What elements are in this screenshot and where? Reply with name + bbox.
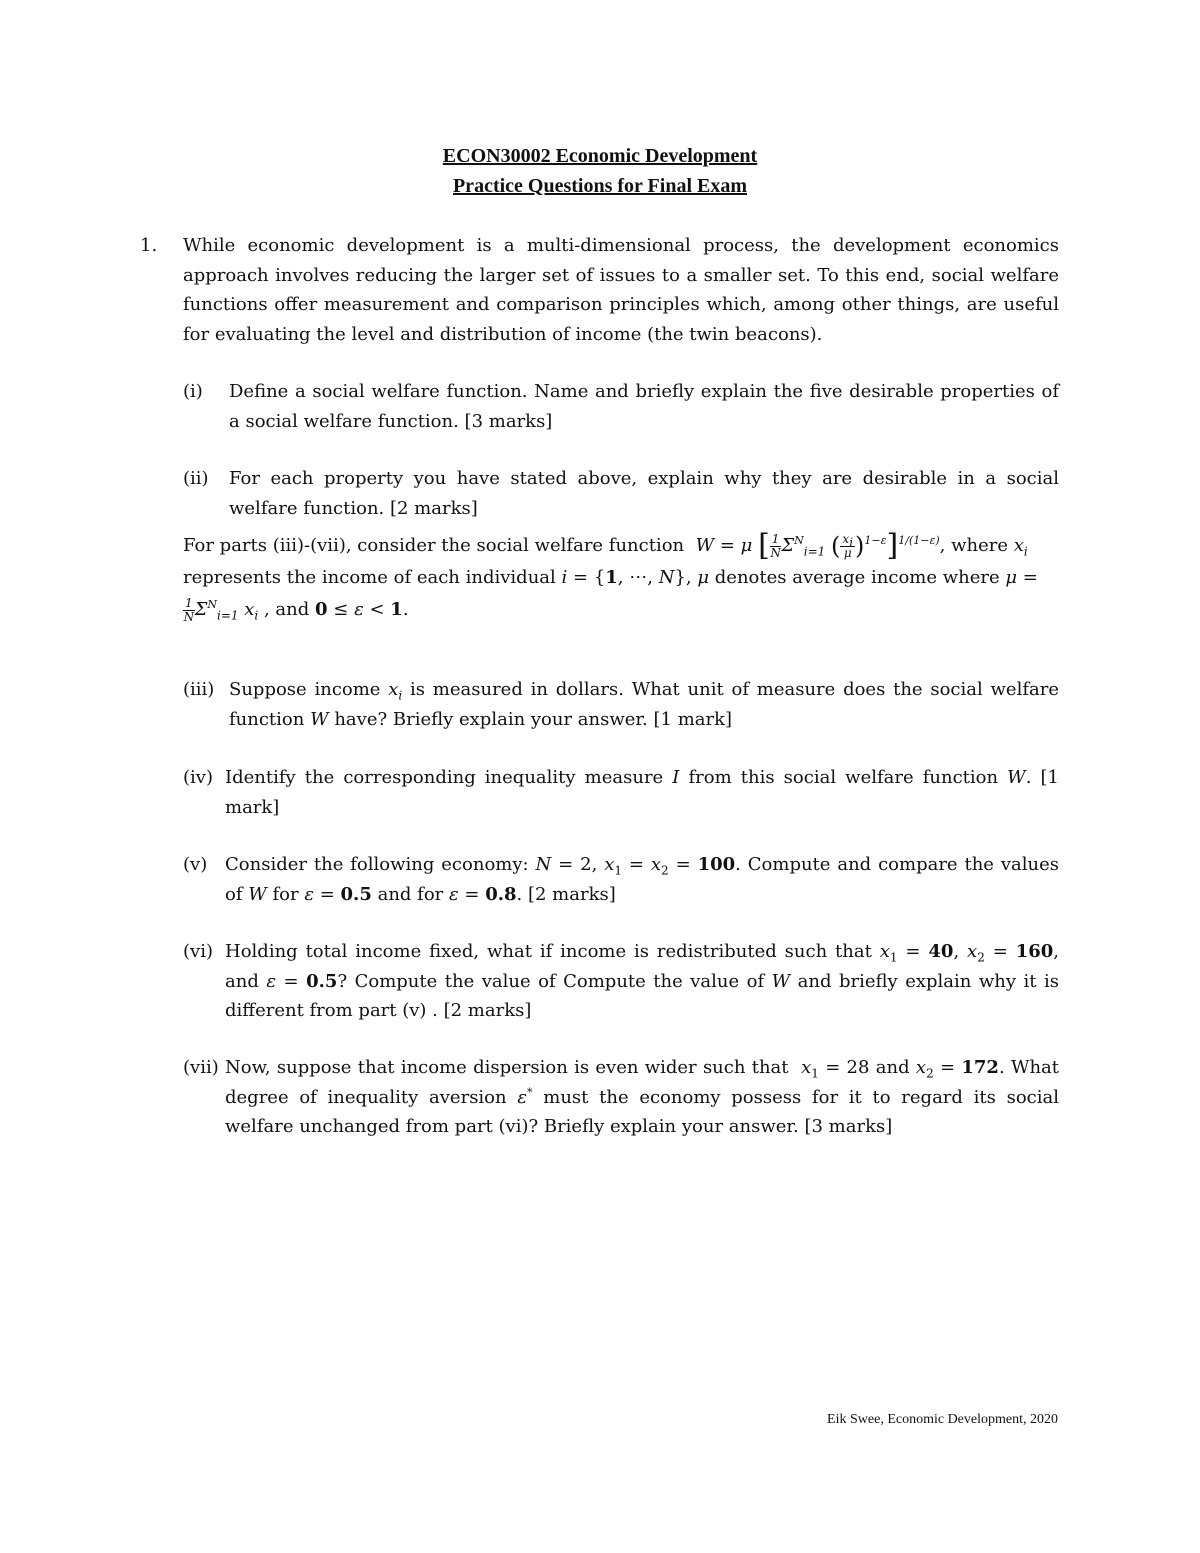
part-vi-text-a: Holding total income fixed, what if income is redistributed such that — [225, 941, 872, 962]
part-vi-label: (vi) — [183, 941, 213, 962]
part-vii-label: (vii) — [183, 1057, 219, 1078]
context-line2: represents the income of each individual — [183, 567, 556, 588]
part-iv-label: (iv) — [183, 767, 213, 788]
question-intro: While economic development is a multi-dimensional process, the development economics approach involves reducing the larger set of issues to a smaller set. To this end, social welfare functions offer measurement and comparison principles which, among other things, are useful for evaluating the level and distribution of income (the twin beacons). — [183, 235, 1059, 345]
part-v-label: (v) — [183, 854, 208, 875]
part-iv-text-b: from this social welfare function — [688, 767, 999, 788]
part-v: (v) Consider the following economy: N = 2, $x_1 = x_2 = 100$. Compute and compare the values of W for ε = 0.5 and for ε = 0.8. [2 marks] — [183, 850, 1059, 909]
part-iii-text-c: have? Briefly explain your answer. [1 mark] — [334, 708, 733, 730]
context-pre: For parts (iii)-(vii), consider the social welfare function — [183, 535, 685, 556]
part-vii-text-b: and — [875, 1057, 910, 1078]
part-iv: (iv) Identify the corresponding inequality measure I from this social welfare function W. [1 mark] — [183, 763, 1059, 822]
part-v-text-b: . Compute and compare the values of — [225, 854, 1059, 905]
part-v-text-c: for — [272, 883, 299, 905]
part-vii-text-a: Now, suppose that income dispersion is even wider such that — [225, 1057, 789, 1078]
part-iii-text-a: Suppose income — [229, 679, 381, 700]
part-iii-text-b: is measured in dollars. What unit of measure does the social welfare function — [229, 679, 1059, 730]
context-where: , where — [939, 535, 1009, 556]
part-iv-text-c: . [1 mark] — [225, 767, 1059, 818]
part-vi-text-b: and — [225, 970, 259, 992]
context-mu: denotes average income where — [714, 567, 1000, 588]
swf-context: For parts (iii)-(vii), consider the social welfare function W = μ [ $\frac{1}{N}$ $\Sigma^N_{i=1}$ ( $\frac{x_i}{\mu}$ )$^{1-\varepsilon}$]$^{1/(1-\varepsilon)}$, where $x_i$ represents the income of each individual i = {1, ⋯, N}, μ denotes average income where μ = $\frac{1}{N}$ $\Sigma^N_{i=1}$ $x_i$ , and 0 ≤ ε < 1. — [183, 530, 1059, 626]
part-v-text-a: Consider the following economy: — [225, 854, 529, 875]
part-vii-text-d: must the economy possess for it to regard its social welfare unchanged from part (vi)? Briefly explain your answer. [3 marks] — [225, 1086, 1059, 1137]
part-iv-text-a: Identify the corresponding inequality measure — [225, 767, 664, 788]
document-subtitle: Practice Questions for Final Exam — [452, 175, 748, 197]
swf-formula: W = μ [ $\frac{1}{N}$ $\Sigma^N_{i=1}$ ( $\frac{x_i}{\mu}$ )$^{1-\varepsilon}$]$^{1/(1-\varepsilon)}$ — [689, 528, 940, 563]
part-vii-text-c: . What degree of inequality aversion — [225, 1057, 1060, 1108]
part-vii: (vii) Now, suppose that income dispersion is even wider such that $x_1 = 28$ and $x_2 = 172$. What degree of inequality aversion ε* must the economy possess for it to regard its social welfare unchanged from part (vi)? Briefly explain your answer. [3 marks] — [183, 1053, 1059, 1142]
part-v-text-d: and for — [377, 883, 444, 905]
question-number: 1. — [140, 235, 158, 256]
part-iii: (iii) Suppose income $x_i$ is measured in dollars. What unit of measure does the social welfare function W have? Briefly explain your answer. [1 mark] — [183, 675, 1059, 734]
part-ii — [183, 464, 1059, 523]
part-i-text: Define a social welfare function. Name and briefly explain the five desirable properties of a social welfare function. [3 marks] — [229, 381, 1059, 432]
part-ii-text: For each property you have stated above, explain why they are desirable in a social welfare function. [2 marks] — [229, 468, 1059, 519]
part-ii-label: (ii) — [183, 468, 209, 489]
document-title: ECON30002 Economic Development — [442, 145, 758, 167]
part-vi: (vi) Holding total income fixed, what if income is redistributed such that $x_1 = 40$, $x_2 = 160$, and ε = 0.5? Compute the value of Compute the value of W and briefly explain why it is different from part (v) . [2 marks] — [183, 937, 1059, 1026]
footer-credit: Eik Swee, Economic Development, 2020 — [827, 1412, 1058, 1427]
context-and: , and — [263, 599, 310, 620]
mean-formula: $\frac{1}{N}$ $\Sigma^N_{i=1}$ $x_i$ — [183, 595, 259, 624]
part-iii-label: (iii) — [183, 679, 215, 700]
part-i — [183, 377, 1059, 436]
part-vi-text-c: ? Compute the value of — [337, 970, 556, 992]
part-i-label: (i) — [183, 381, 203, 402]
part-v-text-e: . [2 marks] — [516, 883, 616, 905]
